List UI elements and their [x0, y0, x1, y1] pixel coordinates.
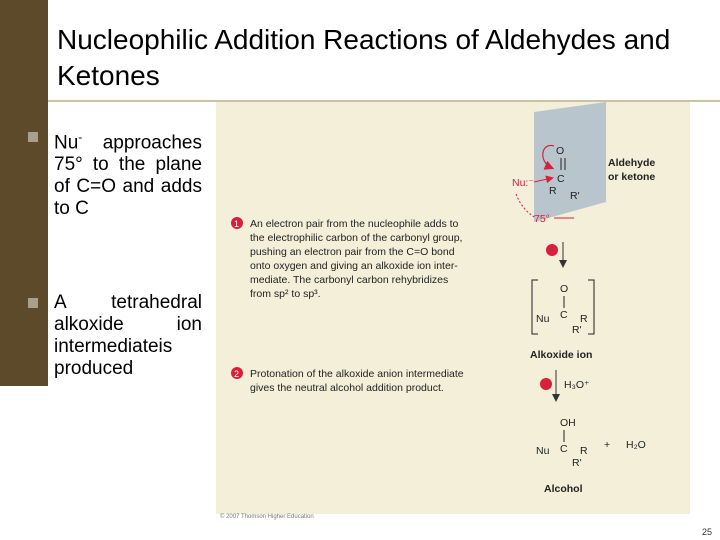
alkoxide-nu: Nu	[536, 313, 550, 325]
bullet-1-lead: Nu	[54, 132, 79, 154]
copyright-notice: © 2007 Thomson Higher Education	[220, 514, 314, 520]
bullet-1-rest: approaches 75° to the plane of C=O and adds to C	[54, 132, 202, 220]
bullet-marker-2	[28, 298, 38, 308]
arrow-1-badge	[546, 244, 558, 256]
bracket-right	[588, 280, 594, 334]
step-1-line-3: pushing an electron pair from the C=O bond	[250, 246, 455, 258]
arrow-2-badge	[540, 378, 552, 390]
alkoxide-ion-label: Alkoxide ion	[530, 349, 593, 361]
plus-sign: +	[604, 439, 611, 451]
alkoxide-r: R	[580, 313, 588, 325]
slide-title: Nucleophilic Addition Reactions of Aldehydes and Ketones	[57, 24, 671, 91]
bracket-left	[532, 280, 538, 334]
carbonyl-oxygen: O	[556, 145, 565, 157]
carbonyl-r-prime: R'	[570, 190, 580, 202]
step-1-line-6: from sp² to sp³.	[250, 288, 321, 300]
aldehyde-label: Aldehyde	[608, 157, 656, 169]
step-2-line-1: Protonation of the alkoxide anion intermediate	[250, 368, 464, 380]
bullet-1-superscript: -	[78, 130, 83, 144]
slide-number: 25	[701, 527, 712, 537]
alcohol-r-prime: R'	[572, 457, 582, 469]
alcohol-label: Alcohol	[544, 483, 583, 495]
alcohol-nu: Nu	[536, 445, 550, 457]
step-1-line-2: the electrophilic carbon of the carbonyl group,	[250, 232, 463, 244]
alcohol-oh: OH	[560, 417, 576, 429]
step-1-number: 1	[234, 219, 240, 229]
alkoxide-carbon: C	[560, 309, 568, 321]
bullet-marker-1	[28, 132, 38, 142]
alkoxide-r-prime: R'	[572, 324, 582, 336]
nucleophile-label: Nu:⁻	[512, 177, 534, 189]
accent-bar	[0, 0, 48, 386]
angle-arc	[516, 194, 536, 218]
angle-label: 75°	[534, 213, 550, 225]
step-2-number: 2	[234, 369, 240, 379]
step-1-line-5: mediate. The carbonyl carbon rehybridizes	[250, 274, 449, 286]
step-2-line-2: gives the neutral alcohol addition product.	[250, 382, 444, 394]
carbonyl-r: R	[549, 185, 557, 197]
step-1-line-4: onto oxygen and giving an alkoxide ion inter-	[250, 260, 458, 272]
reagent-label: H₃O⁺	[564, 379, 590, 391]
ketone-label: or ketone	[608, 171, 656, 183]
alkoxide-oxygen: O	[560, 283, 569, 295]
water-product: H₂O	[626, 439, 646, 451]
accent-bar-cap	[48, 0, 56, 100]
mechanism-diagram	[216, 102, 690, 514]
step-1-line-1: An electron pair from the nucleophile adds to	[250, 218, 459, 230]
reaction-mechanism-figure	[216, 102, 690, 514]
bullet-text-2: A tetrahedral alkoxide ion intermediateis produced	[54, 292, 202, 379]
bullet-text-1	[54, 126, 202, 220]
alcohol-r: R	[580, 445, 588, 457]
carbonyl-carbon: C	[557, 173, 565, 185]
alcohol-carbon: C	[560, 443, 568, 455]
